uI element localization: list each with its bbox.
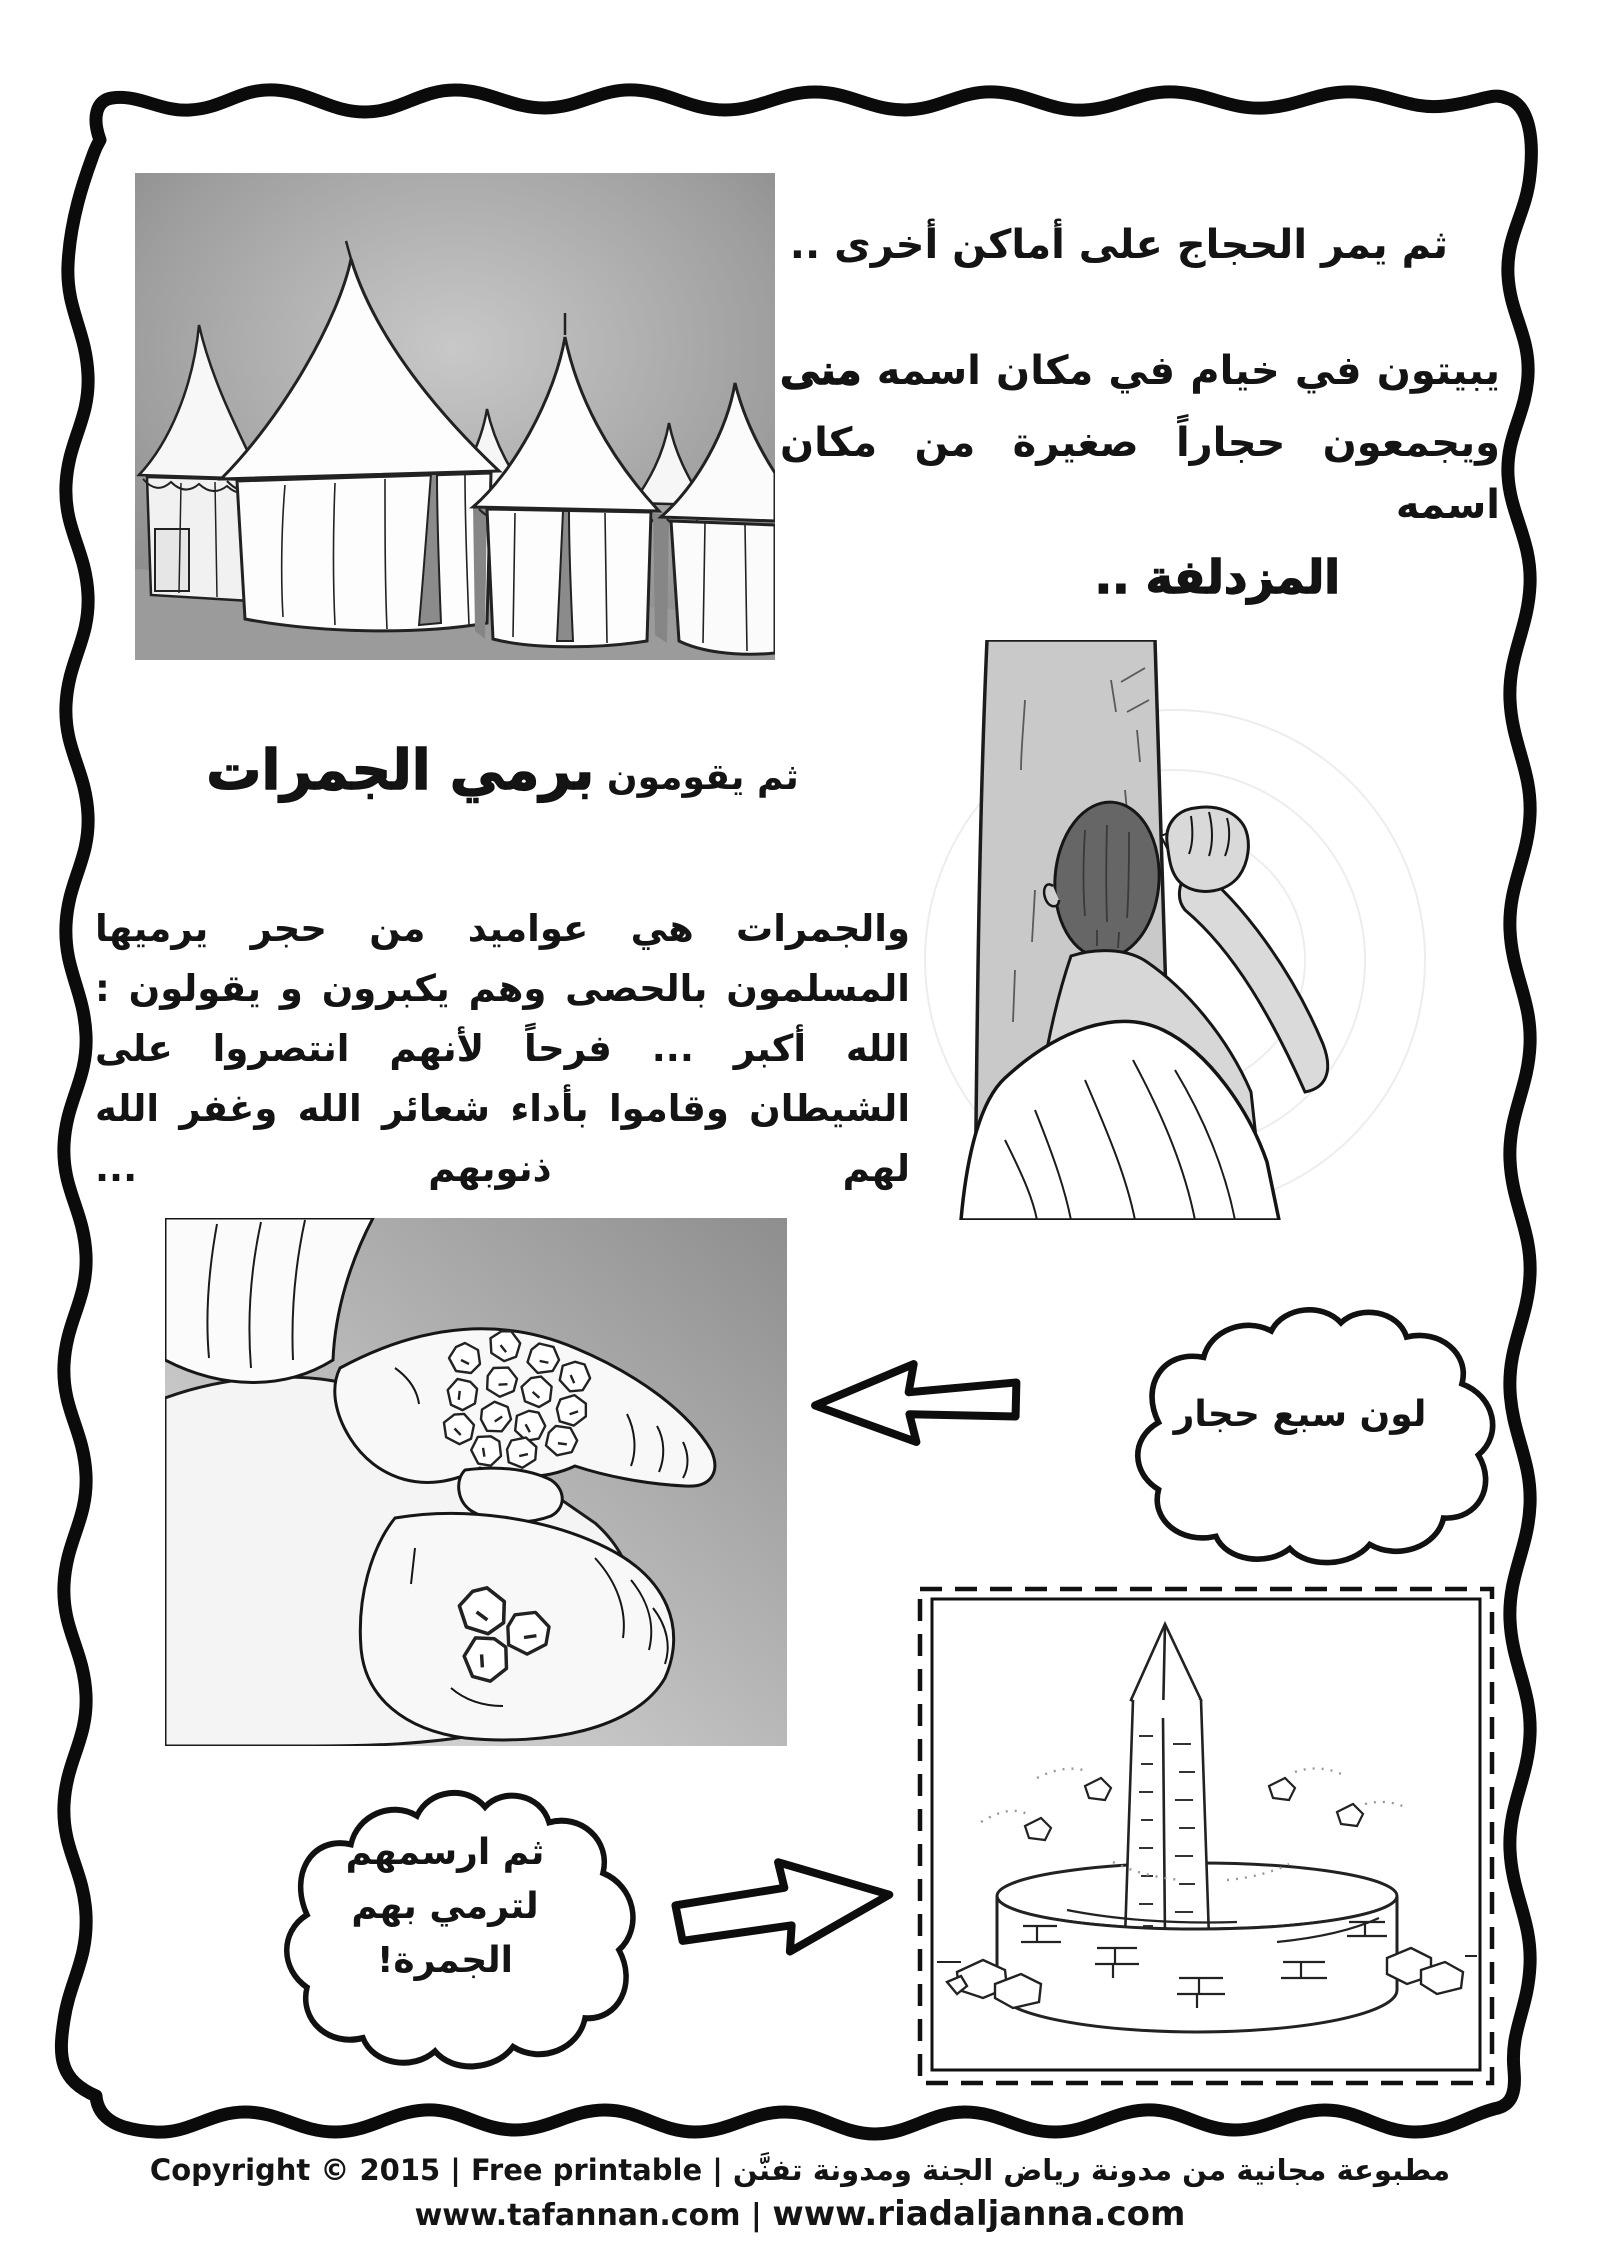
footer-url-separator: | (750, 2198, 762, 2233)
draw-cloud-line-3: الجمرة! (377, 1940, 514, 1982)
jamarat-paragraph: والجمرات هي عواميد من حجر يرميها المسلمون بالحصى وهم يكبرون و يقولون : الله أكبر ... فرحاً لأنهم انتصروا على الشيطان وقاموا بأداء شعائر الله وغفر الله لهم ذنوبهم ... (95, 907, 910, 1190)
arrow-right-icon (668, 1852, 898, 1962)
color-stones-label: لون سبع حجار (1173, 1394, 1427, 1436)
mina-tents-illustration (135, 173, 775, 660)
draw-stones-cloud (245, 1752, 645, 2082)
place-name-mina: منى (780, 348, 862, 394)
footer-url-riadaljanna: www.riadaljanna.com (772, 2194, 1186, 2234)
hands-holding-pebbles-illustration (165, 1218, 787, 1746)
jamarat-heading-bold: برمي الجمرات (206, 738, 595, 802)
footer-urls-line (0, 2192, 1600, 2238)
jamarat-heading-pre: ثم يقومون (606, 757, 799, 798)
footer (0, 2148, 1600, 2238)
draw-cloud-line-1: ثم ارسمهم (345, 1832, 545, 1874)
tent-shadow (653, 513, 669, 643)
place-name-muzdalifah: المزدلفة .. (1094, 550, 1340, 604)
intro-line-1: ثم يمر الحجاج على أماكن أخرى .. (789, 222, 1448, 268)
intro-text-block (780, 214, 1500, 608)
arrow-left-icon (805, 1350, 1025, 1455)
intro-line-2-text: يبيتون في خيام في مكان اسمه (876, 348, 1500, 394)
footer-url-tafannan: www.tafannan.com (414, 2198, 741, 2233)
pilgrim-stoning-pillar-illustration (875, 640, 1505, 1220)
color-stones-cloud (1095, 1272, 1505, 1577)
draw-cloud-line-2: لترمي بهم (351, 1886, 539, 1928)
pilgrim-fist (1167, 807, 1249, 891)
draw-stones-label (285, 1752, 605, 2062)
tent-shadow (473, 505, 487, 639)
jamarat-pillar-coloring-box (917, 1586, 1495, 2086)
jamarat-heading (95, 738, 910, 802)
intro-line-3: ويجمعون حجاراً صغيرة من مكان اسمه (780, 420, 1500, 528)
footer-copyright-line: Copyright © 2015 | Free printable | مطبوعة مجانية من مدونة رياض الجنة ومدونة تفنَّن (149, 2153, 1451, 2187)
intro-line-2 (780, 340, 1500, 402)
